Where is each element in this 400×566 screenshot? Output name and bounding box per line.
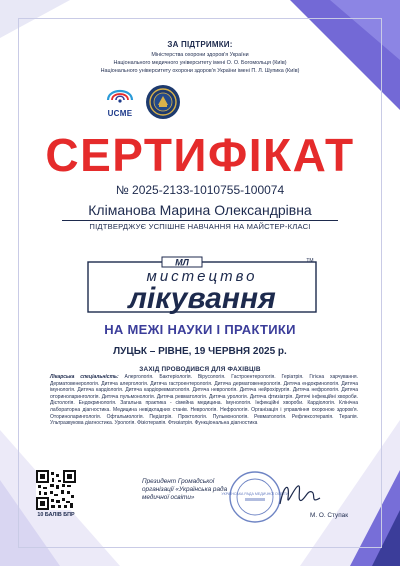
university-seal-icon (145, 84, 181, 120)
stamp-text: УКРАЇНСЬКА РАДА МЕДИЧНОЇ ОСВІТИ (221, 492, 289, 496)
course-logo-mark: МЛ (175, 257, 189, 268)
audience-heading: ЗАХІД ПРОВОДИВСЯ ДЛЯ ФАХІВЦІВ (139, 366, 261, 373)
place-date: ЛУЦЬК – РІВНЕ, 19 ЧЕРВНЯ 2025 р. (113, 346, 287, 357)
support-line-ministry: Міністерства охорони здоров'я України (151, 52, 249, 58)
course-logo (86, 256, 318, 314)
certificate-title: СЕРТИФІКАТ (45, 129, 355, 181)
support-line-shupyk: Національного університету охорони здоров'я України імені П. Л. Шупика (Київ) (100, 68, 300, 74)
qr-code-icon[interactable] (36, 470, 76, 510)
signature-icon (274, 478, 324, 512)
president-title: Президент Громадської організації «Українська рада медичної освіти» (142, 478, 228, 501)
ucme-logo-text: UCME (107, 109, 133, 118)
course-logo-line1: мистецтво (146, 268, 258, 285)
support-title: ЗА ПІДТРИМКИ: (167, 40, 233, 49)
support-line-bogomolets: Національного медичного університету імені О. О. Богомольця (Київ) (113, 60, 287, 66)
points-label: 10 БАЛІВ БПР (37, 512, 75, 518)
course-logo-line2: лікування (128, 282, 276, 315)
course-logo-tm: TM (306, 258, 314, 264)
specialties-list: Алергологія. Бактеріологія. Вірусологія. Гастроентерологія. Геріатрія. Гігієна харчування. Дерматовенерологія. Дитяча алергологія. Дитяча гастроентерологія. Дитяча дерматовенерологія. Дитяча ендокринологія. Дитяча імунологія. Дитяча кардіологія. Дитяча кардіоревматологія. Дитяча неврологія. Дитяча нейрохірургія. Дитяча нефрологія. Дитяча оториноларингологія. Дитяча пульмонологія. Дитяча ревматологія. Дитяча урологія. Дитяча фтизіатрія. Дитячі інфекційні хвороби. Дієтологія. Ендокринологія. Загальна практика - сімейна медицина. Імунологія. Інфекційні хвороби. Кардіологія. Клінічна лабораторна діагностика. Медицина невідкладних станів. Неврологія. Нефрологія. Організація і управління охороною здоров'я. Оториноларингологія. Офтальмологія. Педіатрія. Проктологія. Пульмонологія. Ревматологія. Рефлексотерапія. Терапія. Ультразвукова діагностика. Урологія. Фізіотерапія. Фтизіатрія. Функціональна діагностика (50, 374, 359, 427)
signer-name: М. О. Ступак (310, 512, 349, 519)
certificate-number: № 2025-2133-1010755-100074 (115, 183, 285, 197)
confirmation-text: ПІДТВЕРДЖУЄ УСПІШНЕ НАВЧАННЯ НА МАЙСТЕР-КЛАСІ (89, 222, 311, 231)
recipient-name: Кліманова Марина Олександрівна (62, 202, 338, 221)
specialties-label: Лікарська спеціальність: (50, 374, 119, 380)
specialties-text (50, 374, 358, 427)
course-subtitle: НА МЕЖІ НАУКИ І ПРАКТИКИ (104, 322, 296, 337)
